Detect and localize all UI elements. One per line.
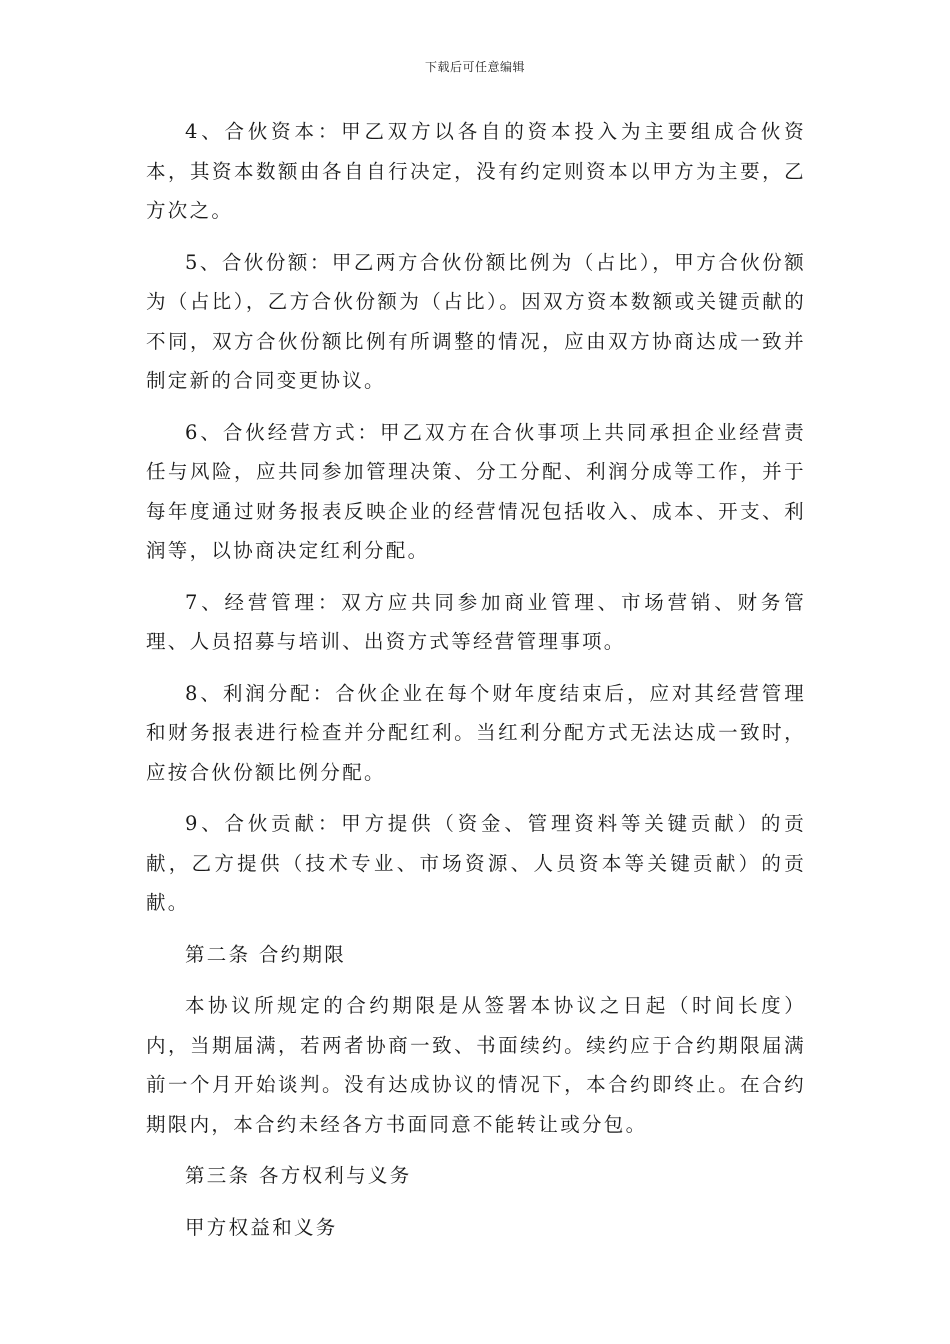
clause-7-management: 7、经营管理：双方应共同参加商业管理、市场营销、财务管理、人员招募与培训、出资方式等经营管理事项。 xyxy=(146,590,806,653)
document-body xyxy=(146,112,806,1259)
clause-5-share: 5、合伙份额：甲乙两方合伙份额比例为（占比），甲方合伙份额为（占比），乙方合伙份额为（占比）。因双方资本数额或关键贡献的不同，双方合伙份额比例有所调整的情况，应由双方协商达成一致并制定新的合同变更协议。 xyxy=(146,250,806,392)
clause-6-operation-mode: 6、合伙经营方式：甲乙双方在合伙事项上共同承担企业经营责任与风险，应共同参加管理决策、分工分配、利润分成等工作，并于每年度通过财务报表反映企业的经营情况包括收入、成本、开支、利润等，以协商决定红利分配。 xyxy=(146,420,806,562)
article-3-heading: 第三条 各方权利与义务 xyxy=(185,1164,412,1187)
article-2-term-text: 本协议所规定的合约期限是从签署本协议之日起（时间长度）内，当期届满，若两者协商一致、书面续约。续约应于合约期限届满前一个月开始谈判。没有达成协议的情况下，本合约即终止。在合约期限内，本合约未经各方书面同意不能转让或分包。 xyxy=(146,994,806,1136)
header-note: 下载后可任意编辑 xyxy=(424,60,525,74)
party-a-rights-heading: 甲方权益和义务 xyxy=(185,1215,338,1239)
clause-4-capital: 4、合伙资本：甲乙双方以各自的资本投入为主要组成合伙资本，其资本数额由各自自行决定，没有约定则资本以甲方为主要，乙方次之。 xyxy=(146,120,806,222)
clause-9-contribution: 9、合伙贡献：甲方提供（资金、管理资料等关键贡献）的贡献，乙方提供（技术专业、市场资源、人员资本等关键贡献）的贡献。 xyxy=(146,812,806,914)
article-2-heading: 第二条 合约期限 xyxy=(185,942,347,966)
clause-8-profit-distribution: 8、利润分配：合伙企业在每个财年度结束后，应对其经营管理和财务报表进行检查并分配红利。当红利分配方式无法达成一致时，应按合伙份额比例分配。 xyxy=(146,681,806,784)
